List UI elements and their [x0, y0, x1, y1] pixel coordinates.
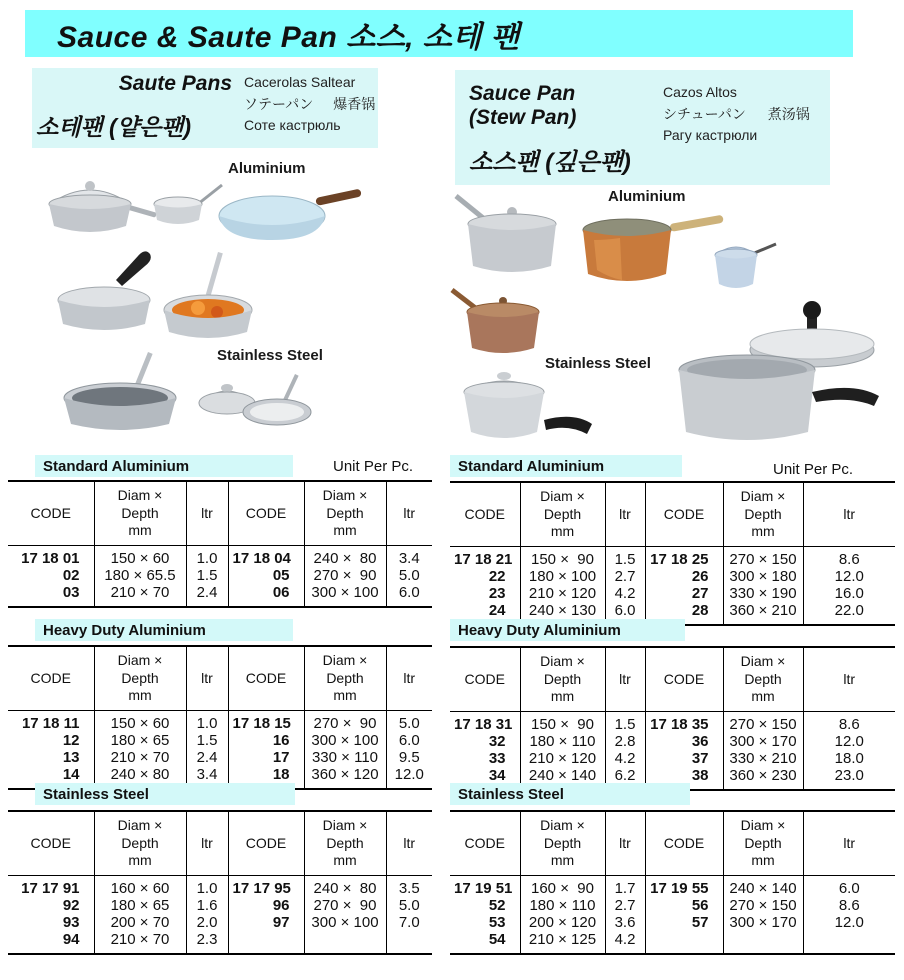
- column-header: CODE: [450, 811, 520, 875]
- saute-pan-black-handle-image: [52, 242, 168, 342]
- code-cell: 16: [228, 732, 304, 749]
- stainless-steel-table-right: [450, 810, 895, 955]
- table-row: [450, 875, 895, 897]
- column-header: ltr: [803, 647, 895, 711]
- size-cell: 180 × 65.5: [94, 567, 186, 584]
- column-header: Diam × Depth mm: [94, 481, 186, 545]
- size-cell: 180 × 65: [94, 897, 186, 914]
- capacity-cell: 2.7: [605, 568, 645, 585]
- column-header: ltr: [803, 811, 895, 875]
- size-cell: 270 × 90: [304, 567, 386, 584]
- size-cell: 180 × 110: [520, 897, 605, 914]
- sauce-pan-title: Sauce Pan: [469, 82, 576, 105]
- capacity-cell: 4.2: [605, 585, 645, 602]
- section-bar-heavy-duty-aluminium: Heavy Duty Aluminium: [450, 619, 685, 641]
- table-row: [450, 711, 895, 733]
- size-cell: 240 × 80: [304, 545, 386, 567]
- right-stainless-steel-label: Stainless Steel: [545, 355, 651, 372]
- sauce-pan-translations: [641, 82, 810, 177]
- code-cell: 54: [488, 930, 506, 948]
- column-header: Diam × Depth mm: [94, 646, 186, 710]
- code-cell: 14: [62, 765, 80, 783]
- code-cell: 92: [62, 896, 80, 914]
- unit-per-pc-label: Unit Per Pc.: [773, 461, 854, 478]
- table-row: [8, 545, 432, 567]
- column-header: ltr: [386, 646, 432, 710]
- code-cell: 33: [488, 749, 506, 767]
- size-cell: 180 × 110: [520, 733, 605, 750]
- capacity-cell: 16.0: [803, 585, 895, 602]
- code-cell: 17 18 31: [454, 715, 513, 733]
- capacity-cell: 1.7: [605, 875, 645, 897]
- capacity-cell: 8.6: [803, 711, 895, 733]
- code-cell: 17 18 25: [645, 546, 723, 568]
- section-bar-stainless-steel: Stainless Steel: [35, 783, 295, 805]
- size-cell: 300 × 170: [723, 733, 803, 750]
- capacity-cell: 8.6: [803, 546, 895, 568]
- capacity-cell: 3.6: [605, 914, 645, 931]
- header-row: [8, 481, 432, 545]
- header-row: [8, 646, 432, 710]
- column-header: CODE: [450, 482, 520, 546]
- translation-russian: Соте кастрюль: [244, 117, 341, 134]
- code-cell: 93: [62, 913, 80, 931]
- sauce-pan-title-korean: 소스팬 (깊은팬): [469, 149, 631, 176]
- capacity-cell: 1.0: [186, 875, 228, 897]
- translation-japanese-chinese: ソテーパン 爆香锅: [244, 95, 376, 112]
- column-header: CODE: [8, 481, 94, 545]
- code-cell: 17 18 35: [645, 711, 723, 733]
- column-header: Diam × Depth mm: [520, 482, 605, 546]
- capacity-cell: 1.5: [605, 711, 645, 733]
- size-cell: 330 × 190: [723, 585, 803, 602]
- code-cell: 17 17 91: [21, 879, 80, 897]
- size-cell: 240 × 130: [520, 602, 605, 625]
- column-header: CODE: [450, 647, 520, 711]
- capacity-cell: [803, 931, 895, 954]
- code-cell: 52: [488, 896, 506, 914]
- table-row: [450, 897, 895, 914]
- saute-pan-with-food-image: [158, 250, 264, 350]
- capacity-cell: 2.3: [186, 931, 228, 954]
- capacity-cell: 18.0: [803, 750, 895, 767]
- size-cell: 330 × 210: [723, 750, 803, 767]
- table-row: [450, 546, 895, 568]
- column-header: Diam × Depth mm: [520, 647, 605, 711]
- code-cell: 27: [645, 585, 723, 602]
- column-header: CODE: [645, 647, 723, 711]
- size-cell: 180 × 65: [94, 732, 186, 749]
- capacity-cell: 1.0: [186, 710, 228, 732]
- column-header: ltr: [803, 482, 895, 546]
- column-header: CODE: [228, 646, 304, 710]
- column-header: CODE: [645, 811, 723, 875]
- capacity-cell: 3.4: [186, 766, 228, 789]
- code-cell: 17 18 11: [21, 714, 80, 732]
- capacity-cell: 4.2: [605, 750, 645, 767]
- sauce-pan-subtitle: (Stew Pan): [469, 106, 577, 129]
- table-row: [450, 914, 895, 931]
- translation-spanish: Cacerolas Saltear: [244, 74, 356, 90]
- code-cell: 17: [228, 749, 304, 766]
- capacity-cell: 1.5: [186, 732, 228, 749]
- code-cell: 28: [645, 602, 723, 625]
- column-header: ltr: [186, 811, 228, 875]
- capacity-cell: 23.0: [803, 767, 895, 790]
- column-header: Diam × Depth mm: [304, 811, 386, 875]
- size-cell: 270 × 90: [304, 897, 386, 914]
- size-cell: 210 × 120: [520, 750, 605, 767]
- capacity-cell: 5.0: [386, 710, 432, 732]
- size-cell: 150 × 60: [94, 710, 186, 732]
- table-row: [450, 568, 895, 585]
- code-cell: 17 18 01: [21, 549, 80, 567]
- size-cell: [304, 931, 386, 954]
- sauce-pan-header-panel: [455, 70, 830, 185]
- size-cell: 240 × 140: [520, 767, 605, 790]
- table-row: [450, 585, 895, 602]
- table-row: [8, 567, 432, 584]
- capacity-cell: 6.0: [803, 875, 895, 897]
- header-row: [450, 811, 895, 875]
- heavy-duty-aluminium-table-left: [8, 645, 432, 790]
- translation-japanese-chinese: シチューパン 煮汤锅: [663, 105, 810, 122]
- capacity-cell: 3.4: [386, 545, 432, 567]
- translation-spanish: Cazos Altos: [663, 84, 737, 100]
- column-header: ltr: [186, 646, 228, 710]
- table-row: [450, 750, 895, 767]
- table-row: [8, 897, 432, 914]
- size-cell: 300 × 100: [304, 584, 386, 607]
- size-cell: 360 × 210: [723, 602, 803, 625]
- capacity-cell: 9.5: [386, 749, 432, 766]
- capacity-cell: 2.0: [186, 914, 228, 931]
- stainless-steel-table-left: [8, 810, 432, 955]
- capacity-cell: 2.7: [605, 897, 645, 914]
- code-cell: 24: [488, 601, 506, 619]
- size-cell: 330 × 110: [304, 749, 386, 766]
- size-cell: 300 × 180: [723, 568, 803, 585]
- code-cell: 05: [228, 567, 304, 584]
- code-cell: 38: [645, 767, 723, 790]
- capacity-cell: 5.0: [386, 897, 432, 914]
- column-header: ltr: [605, 811, 645, 875]
- copper-sauce-pan-image: [572, 200, 728, 292]
- capacity-cell: 6.0: [386, 732, 432, 749]
- code-cell: 02: [62, 566, 80, 584]
- code-cell: 12: [62, 731, 80, 749]
- column-header: Diam × Depth mm: [723, 647, 803, 711]
- heavy-duty-aluminium-table-right: [450, 646, 895, 791]
- capacity-cell: 12.0: [803, 733, 895, 750]
- code-cell: 34: [488, 766, 506, 784]
- column-header: ltr: [186, 481, 228, 545]
- capacity-cell: 12.0: [386, 766, 432, 789]
- capacity-cell: 22.0: [803, 602, 895, 625]
- size-cell: 210 × 70: [94, 584, 186, 607]
- size-cell: 150 × 60: [94, 545, 186, 567]
- code-cell: 17 19 55: [645, 875, 723, 897]
- capacity-cell: 6.2: [605, 767, 645, 790]
- size-cell: 360 × 230: [723, 767, 803, 790]
- standard-aluminium-table-left: [8, 480, 432, 608]
- size-cell: 200 × 120: [520, 914, 605, 931]
- code-cell: [228, 931, 304, 954]
- size-cell: 160 × 90: [520, 875, 605, 897]
- capacity-cell: 1.5: [186, 567, 228, 584]
- capacity-cell: 2.8: [605, 733, 645, 750]
- size-cell: 240 × 80: [304, 875, 386, 897]
- code-cell: 06: [228, 584, 304, 607]
- capacity-cell: 1.0: [186, 545, 228, 567]
- saute-pan-with-lid-image: [38, 172, 160, 248]
- stainless-saucepan-with-lid-image: [452, 362, 604, 448]
- code-cell: 57: [645, 914, 723, 931]
- saute-pans-title: Saute Pans: [118, 72, 232, 95]
- capacity-cell: 8.6: [803, 897, 895, 914]
- column-header: ltr: [386, 481, 432, 545]
- header-row: [450, 647, 895, 711]
- code-cell: 94: [62, 930, 80, 948]
- capacity-cell: 6.0: [386, 584, 432, 607]
- code-cell: 03: [62, 583, 80, 601]
- code-cell: 18: [228, 766, 304, 789]
- capacity-cell: 2.4: [186, 749, 228, 766]
- code-cell: 17 17 95: [228, 875, 304, 897]
- aluminium-frypan-wood-handle-image: [210, 176, 364, 254]
- table-row: [8, 584, 432, 607]
- size-cell: 210 × 125: [520, 931, 605, 954]
- size-cell: 270 × 150: [723, 546, 803, 568]
- code-cell: 37: [645, 750, 723, 767]
- code-cell: 26: [645, 568, 723, 585]
- column-header: Diam × Depth mm: [304, 646, 386, 710]
- column-header: ltr: [386, 811, 432, 875]
- capacity-cell: 1.5: [605, 546, 645, 568]
- section-bar-stainless-steel: Stainless Steel: [450, 783, 690, 805]
- table-row: [8, 732, 432, 749]
- aluminium-pot-with-lid-image: [450, 192, 572, 288]
- code-cell: 17 19 51: [454, 879, 513, 897]
- left-aluminium-label: Aluminium: [228, 160, 306, 177]
- table-row: [8, 710, 432, 732]
- column-header: Diam × Depth mm: [520, 811, 605, 875]
- capacity-cell: 1.6: [186, 897, 228, 914]
- right-aluminium-label: Aluminium: [608, 188, 686, 205]
- table-row: [8, 875, 432, 897]
- size-cell: 240 × 140: [723, 875, 803, 897]
- table-row: [8, 749, 432, 766]
- size-cell: 210 × 70: [94, 749, 186, 766]
- code-cell: 17 18 15: [228, 710, 304, 732]
- unit-per-pc-label: Unit Per Pc.: [333, 458, 414, 475]
- size-cell: 240 × 80: [94, 766, 186, 789]
- code-cell: 32: [488, 732, 506, 750]
- code-cell: 53: [488, 913, 506, 931]
- stainless-pan-and-lid-image: [195, 362, 317, 438]
- size-cell: 160 × 60: [94, 875, 186, 897]
- capacity-cell: 7.0: [386, 914, 432, 931]
- column-header: CODE: [228, 481, 304, 545]
- capacity-cell: 3.5: [386, 875, 432, 897]
- column-header: ltr: [605, 482, 645, 546]
- saute-pans-translations: [232, 72, 375, 142]
- size-cell: 360 × 120: [304, 766, 386, 789]
- code-cell: 97: [228, 914, 304, 931]
- large-stainless-pot-image: [652, 298, 898, 454]
- small-aluminium-pot-image: [708, 238, 780, 296]
- size-cell: 150 × 90: [520, 711, 605, 733]
- code-cell: 22: [488, 567, 506, 585]
- table-row: [450, 733, 895, 750]
- capacity-cell: 6.0: [605, 602, 645, 625]
- capacity-cell: 4.2: [605, 931, 645, 954]
- standard-aluminium-table-right: [450, 481, 895, 626]
- column-header: CODE: [645, 482, 723, 546]
- size-cell: 200 × 70: [94, 914, 186, 931]
- code-cell: 23: [488, 584, 506, 602]
- column-header: CODE: [228, 811, 304, 875]
- capacity-cell: 5.0: [386, 567, 432, 584]
- code-cell: 13: [62, 748, 80, 766]
- page-title-text: Sauce & Saute Pan 소스, 소테 팬: [57, 20, 521, 54]
- capacity-cell: 12.0: [803, 914, 895, 931]
- column-header: Diam × Depth mm: [723, 482, 803, 546]
- capacity-cell: [386, 931, 432, 954]
- header-row: [450, 482, 895, 546]
- stainless-saute-pan-image: [58, 348, 200, 440]
- size-cell: [723, 931, 803, 954]
- copper-pot-with-lid-image: [448, 288, 554, 364]
- column-header: CODE: [8, 811, 94, 875]
- translation-russian: Рагу кастрюли: [663, 127, 758, 144]
- code-cell: 17 18 21: [454, 550, 513, 568]
- size-cell: 150 × 90: [520, 546, 605, 568]
- header-row: [8, 811, 432, 875]
- column-header: CODE: [8, 646, 94, 710]
- column-header: Diam × Depth mm: [94, 811, 186, 875]
- section-bar-standard-aluminium: Standard Aluminium: [35, 455, 293, 477]
- size-cell: 270 × 150: [723, 711, 803, 733]
- size-cell: 210 × 70: [94, 931, 186, 954]
- code-cell: 17 18 04: [228, 545, 304, 567]
- code-cell: 96: [228, 897, 304, 914]
- size-cell: 180 × 100: [520, 568, 605, 585]
- size-cell: 270 × 150: [723, 897, 803, 914]
- size-cell: 270 × 90: [304, 710, 386, 732]
- column-header: ltr: [605, 647, 645, 711]
- section-bar-heavy-duty-aluminium: Heavy Duty Aluminium: [35, 619, 293, 641]
- saute-pans-header-panel: [32, 68, 378, 148]
- size-cell: 300 × 100: [304, 914, 386, 931]
- capacity-cell: 2.4: [186, 584, 228, 607]
- page-title: [25, 10, 853, 57]
- capacity-cell: 12.0: [803, 568, 895, 585]
- saute-pans-title-korean: 소테팬 (얕은팬): [36, 114, 192, 140]
- left-stainless-steel-label: Stainless Steel: [217, 347, 323, 364]
- code-cell: [645, 931, 723, 954]
- table-row: [8, 931, 432, 954]
- size-cell: 300 × 100: [304, 732, 386, 749]
- code-cell: 56: [645, 897, 723, 914]
- table-row: [450, 931, 895, 954]
- size-cell: 300 × 170: [723, 914, 803, 931]
- column-header: Diam × Depth mm: [304, 481, 386, 545]
- size-cell: 210 × 120: [520, 585, 605, 602]
- column-header: Diam × Depth mm: [723, 811, 803, 875]
- table-row: [8, 914, 432, 931]
- code-cell: 36: [645, 733, 723, 750]
- section-bar-standard-aluminium: Standard Aluminium: [450, 455, 682, 477]
